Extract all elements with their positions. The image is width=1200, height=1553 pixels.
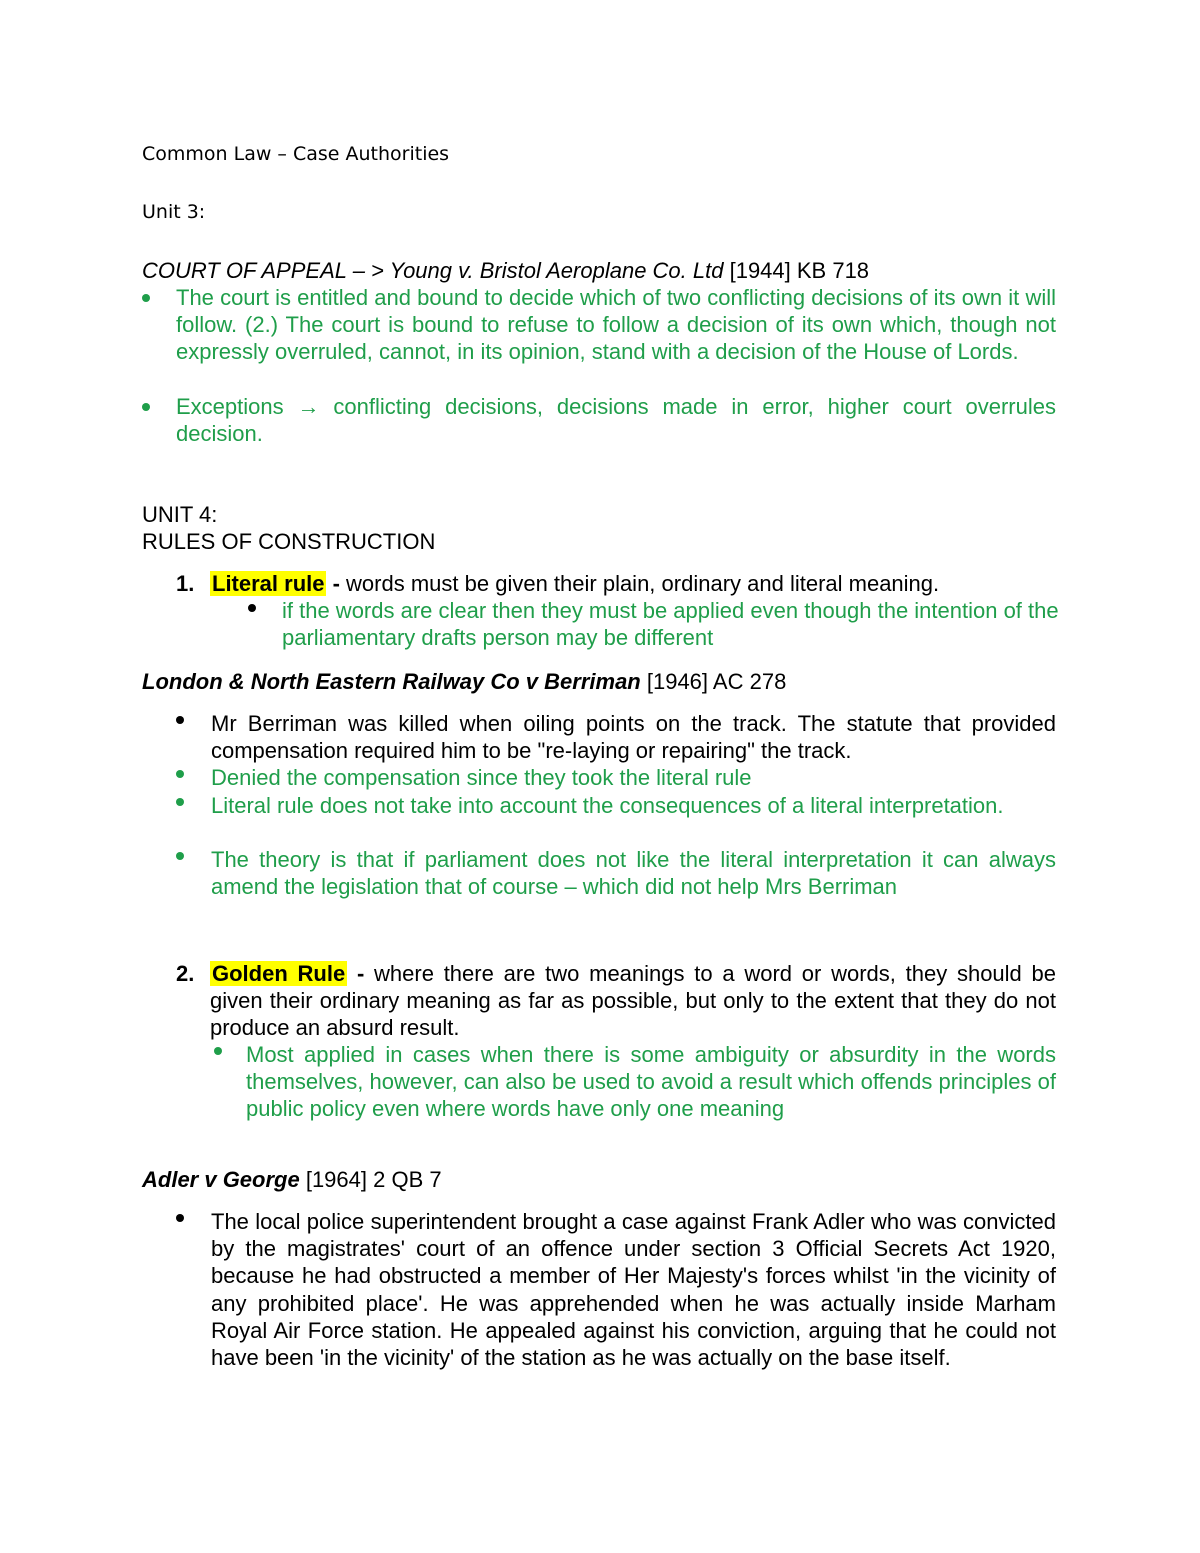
unit3-case-name: COURT OF APPEAL – > Young v. Bristol Aeroplane Co. Ltd <box>142 258 724 283</box>
unit3-case-citation: [1944] KB 718 <box>723 258 870 283</box>
rule-number: 1. <box>176 571 195 596</box>
rule-text <box>210 570 1060 597</box>
unit4-heading: UNIT 4: <box>142 502 218 527</box>
rule-name: Golden Rule <box>212 961 346 986</box>
rule-dash: - <box>347 961 375 986</box>
bullet-icon <box>214 1047 222 1055</box>
unit3-case-line <box>142 257 869 284</box>
bullet-icon <box>142 403 150 411</box>
bullet-icon <box>176 770 184 778</box>
bullet-icon <box>176 852 184 860</box>
case-berriman-heading <box>142 668 786 695</box>
unit3-heading: Unit 3: <box>142 201 206 223</box>
rule-bullet-text: if the words are clear then they must be applied even though the intention of the parliamentary drafts person may be different <box>282 598 1059 651</box>
case-bullet-text: Mr Berriman was killed when oiling points on the track. The statute that provided compensation required him to be "re-laying or repairing" the track. <box>211 711 1056 764</box>
unit3-bullet-text: The court is entitled and bound to decide which of two conflicting decisions of its own it will follow. (2.) The court is bound to refuse to follow a decision of its own which, though not expressly overruled, cannot, in its opinion, stand with a decision of the House of Lords. <box>176 285 1056 365</box>
rules-of-construction-heading: RULES OF CONSTRUCTION <box>142 529 436 554</box>
rule-dash: - <box>326 571 347 596</box>
case-citation: [1946] AC 278 <box>640 669 787 694</box>
case-adler-heading <box>142 1166 442 1193</box>
rule-name: Literal rule <box>212 571 325 596</box>
rule-number: 2. <box>176 961 195 986</box>
case-bullet-text: The local police superintendent brought a case against Frank Adler who was convicted by the magistrates' court of an offence under section 3 Official Secrets Act 1920, because he had obstructed a member of Her Majesty's forces whilst 'in the vicinity of any prohibited place'. He was apprehended when he was actually inside Marham Royal Air Force station. He appealed against his conviction, arguing that he could not have been 'in the vicinity' of the station as he was actually on the base itself. <box>211 1209 1056 1371</box>
rule-desc: where there are two meanings to a word or words, they should be given their ordinary meaning as far as possible, but only to the extent that they do not produce an absurd result. <box>210 961 1056 1041</box>
case-name: London & North Eastern Railway Co v Berriman <box>142 669 641 694</box>
bullet-icon <box>176 716 184 724</box>
bullet-icon <box>176 798 184 806</box>
case-bullet-text: Literal rule does not take into account the consequences of a literal interpretation. <box>211 793 1004 818</box>
case-name: Adler v George <box>142 1167 300 1192</box>
case-citation: [1964] 2 QB 7 <box>299 1167 442 1192</box>
bullet-icon <box>176 1214 184 1222</box>
case-bullet-text: The theory is that if parliament does not like the literal interpretation it can always amend the legislation that of course – which did not help Mrs Berriman <box>211 847 1056 900</box>
rule-desc: words must be given their plain, ordinary and literal meaning. <box>346 571 940 596</box>
case-bullet-text: Denied the compensation since they took the literal rule <box>211 765 752 790</box>
rule-bullet-text: Most applied in cases when there is some ambiguity or absurdity in the words themselves, however, can also be used to avoid a result which offends principles of public policy even where words have only one meaning <box>246 1042 1056 1122</box>
rule-text <box>210 960 1056 1042</box>
document-title: Common Law – Case Authorities <box>142 143 450 165</box>
bullet-icon <box>142 294 150 302</box>
unit3-bullet-text: Exceptions → conflicting decisions, decisions made in error, higher court overrules decision. <box>176 394 1056 447</box>
bullet-icon <box>248 604 256 612</box>
